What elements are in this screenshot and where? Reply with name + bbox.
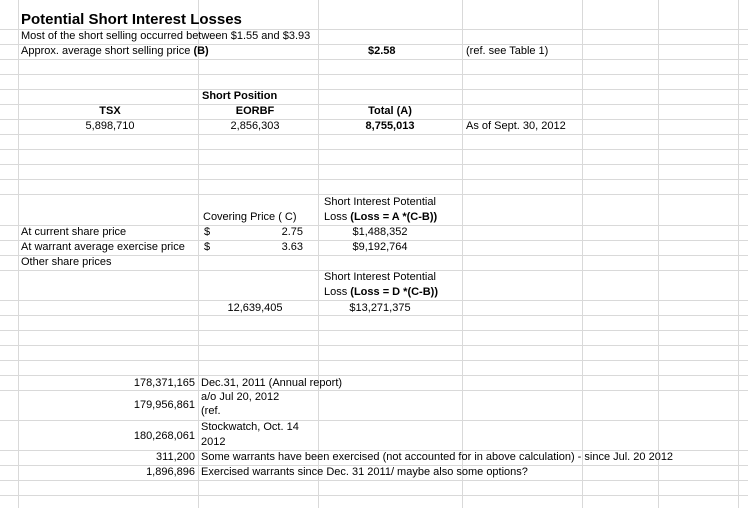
avg-price-value: $2.58	[368, 45, 396, 57]
avg-price-label-text: Approx. average short selling price	[21, 45, 194, 57]
shares-value-2: 180,268,061	[133, 430, 195, 442]
shares-value-0: 178,371,165	[133, 377, 195, 389]
row-current-price-value: 2.75	[281, 226, 303, 238]
row-warrant-price-label: At warrant average exercise price	[21, 241, 185, 253]
covering-price-header: Covering Price ( C)	[203, 211, 297, 223]
eorbf-value: 2,856,303	[230, 120, 280, 132]
shares-value-1: 179,956,861	[133, 399, 195, 411]
shares-note-3: Some warrants have been exercised (not accounted for in above calculation) - since Jul. 20 2012	[201, 451, 674, 463]
shares-value-4: 1,896,896	[146, 466, 195, 478]
shares-note-1-line2: (ref.	[201, 405, 221, 417]
shares-note-0: Dec.31, 2011 (Annual report)	[201, 377, 343, 389]
row-current-price-label: At current share price	[21, 226, 127, 238]
col-header-tsx: TSX	[99, 105, 121, 117]
total-value: 8,755,013	[365, 120, 415, 132]
row-other-prices-label: Other share prices	[21, 256, 112, 268]
avg-price-label	[21, 45, 209, 58]
other-value: 12,639,405	[227, 302, 283, 314]
row-current-price-loss: $1,488,352	[352, 226, 408, 238]
tsx-value: 5,898,710	[85, 120, 135, 132]
row-warrant-price-loss: $9,192,764	[352, 241, 408, 253]
sip-header-line2-text: Loss	[324, 211, 351, 223]
col-header-total: Total (A)	[368, 105, 412, 117]
sheet-subtitle: Most of the short selling occurred between $1.55 and $3.93	[21, 30, 311, 42]
sip2-formula: (Loss = D *(C-B))	[350, 286, 438, 298]
sip-formula: (Loss = A *(C-B))	[350, 211, 438, 223]
sheet-title: Potential Short Interest Losses	[21, 11, 242, 28]
row-warrant-price-value: 3.63	[281, 241, 303, 253]
sip-header-line2	[324, 211, 437, 224]
shares-value-3: 311,200	[156, 451, 195, 463]
shares-note-2-line2: 2012	[201, 436, 226, 448]
shares-note-1-line1: a/o Jul 20, 2012	[201, 391, 280, 403]
avg-price-label-b: (B)	[193, 45, 209, 57]
other-loss: $13,271,375	[349, 302, 411, 314]
as-of-date: As of Sept. 30, 2012	[466, 120, 566, 132]
short-position-header: Short Position	[202, 90, 278, 102]
col-header-eorbf: EORBF	[235, 105, 275, 117]
avg-price-ref: (ref. see Table 1)	[466, 45, 549, 57]
row-warrant-price-currency: $	[204, 241, 211, 253]
sip2-header-line2	[324, 286, 438, 299]
sip2-header-line1: Short Interest Potential	[324, 271, 436, 283]
row-current-price-currency: $	[204, 226, 211, 238]
sip2-header-line2-text: Loss	[324, 286, 351, 298]
sip-header-line1: Short Interest Potential	[324, 196, 436, 208]
shares-note-2-line1: Stockwatch, Oct. 14	[201, 421, 299, 433]
shares-note-4: Exercised warrants since Dec. 31 2011/ maybe also some options?	[201, 466, 528, 478]
